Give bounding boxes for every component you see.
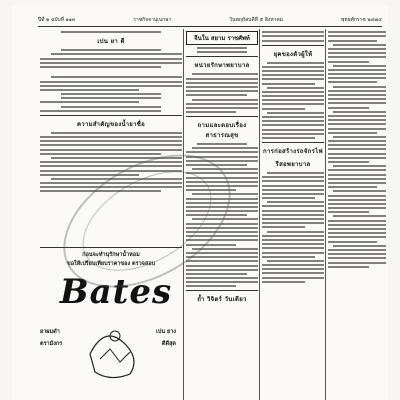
- bates-advertisement: [40, 244, 182, 400]
- header-publication: ราชกิจจานุเบกษา: [133, 17, 172, 23]
- article-heading: ความสำคัญของน้ำยาชื่อ: [76, 120, 146, 128]
- column-1: [40, 29, 182, 241]
- column-3: [262, 29, 324, 400]
- bates-logo: Bates: [59, 272, 173, 312]
- ad-left-label-1: ยาผมดำ: [40, 329, 60, 335]
- column-2-heading-1: หน่วยรักษาพยาบาล: [194, 62, 250, 70]
- column-2-footer: ถ้ำ วิจิตร์ วันเดียว: [197, 296, 247, 304]
- ad-title: ก่อนจะทำนุรักษาน้ำหอม: [82, 252, 140, 258]
- newspaper-page: [12, 6, 388, 400]
- column-divider: [183, 29, 184, 400]
- column-2-masthead: จีนใน สยาม ราชศัพท์: [186, 31, 258, 45]
- column-divider: [259, 29, 260, 400]
- column-3-heading-3: รีสอพยาบาล: [275, 160, 311, 168]
- ad-right-label-1: เปน ยาง: [155, 329, 176, 335]
- page-header: [38, 15, 382, 25]
- ad-left-labels: [40, 326, 62, 350]
- column-2: [186, 29, 258, 400]
- column-1-heading: เปน ยา ดี: [97, 38, 125, 46]
- column-3-heading-1: ยุคของตัวผู้ให้: [273, 50, 313, 58]
- ad-left-label-2: ตรามังกร: [40, 341, 63, 347]
- header-issue: ปีที่ ๒ ฉบับที่ ๑๑๓: [38, 17, 76, 23]
- header-date: วันพฤหัสบดีที่ ๕ สิงหาคม: [229, 17, 284, 23]
- column-divider: [325, 29, 326, 400]
- header-year: พุทธศักราช ๒๔๗๔: [341, 17, 382, 23]
- ad-right-labels: [156, 326, 176, 350]
- ad-illustration: [80, 314, 150, 384]
- column-4: [328, 29, 386, 400]
- column-3-heading-2: การก่อสร้างรถจักรไฟ: [263, 147, 323, 155]
- column-2-heading-2: ถามและตอบเรื่องสาธารณสุข: [197, 122, 247, 140]
- ad-subtitle: ขอให้เปรียบเทียบราคาของ ตรวจสอบ: [66, 261, 156, 267]
- header-rule: [38, 26, 382, 27]
- ad-right-label-2: ดีดีสุด: [161, 341, 176, 347]
